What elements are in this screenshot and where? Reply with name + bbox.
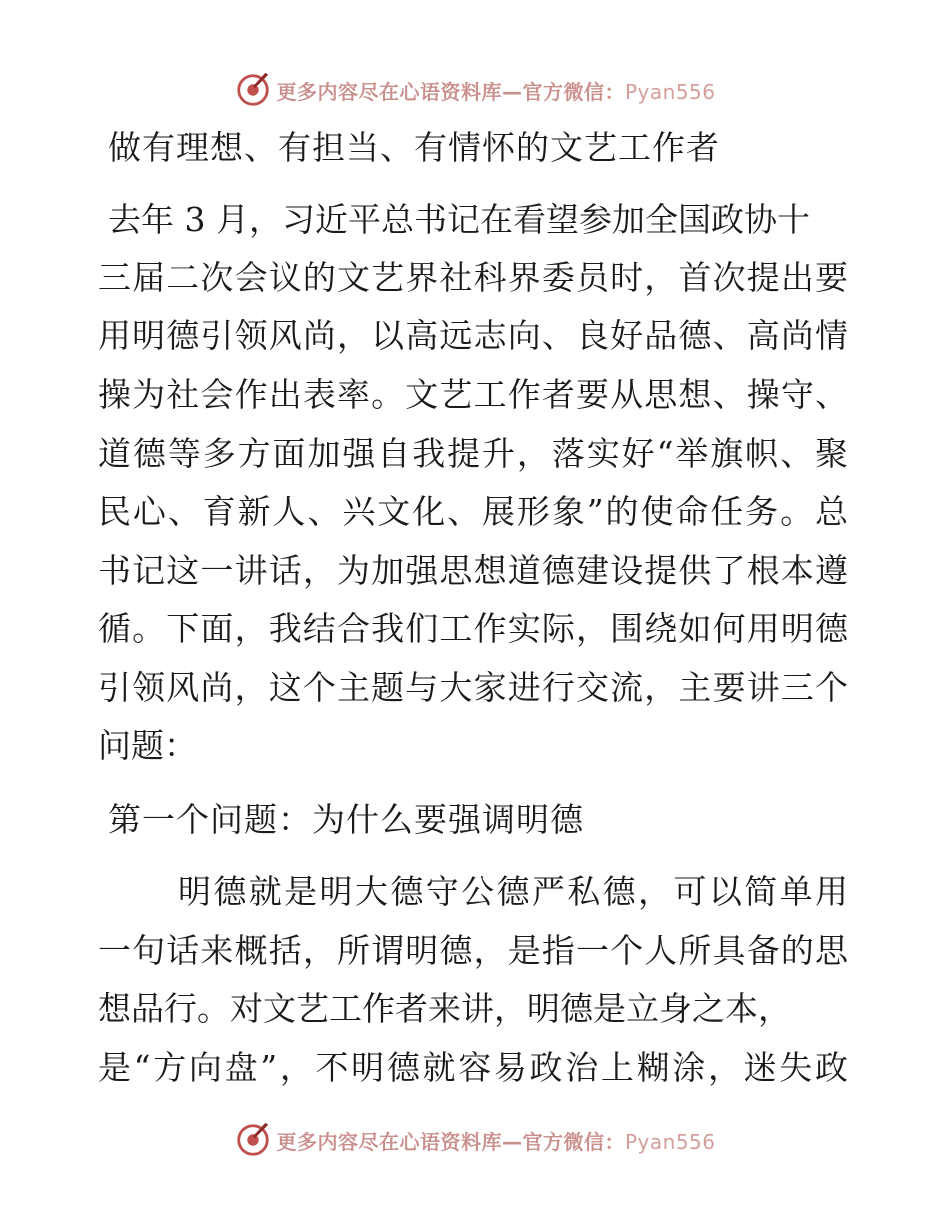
section-heading: 第一个问题：为什么要强调明德 <box>108 800 584 839</box>
paragraph-line: 一句话来概括，所谓明德，是指一个人所具备的思 <box>98 931 848 970</box>
watermark-header <box>0 70 950 110</box>
paragraph-line: 明德就是明大德守公德严私德，可以简单用 <box>178 872 848 911</box>
document-title: 做有理想、有担当、有情怀的文艺工作者 <box>108 128 720 167</box>
paragraph-line: 用明德引领风尚，以高远志向、良好品德、高尚情 <box>98 316 848 355</box>
watermark-brand: 更多内容尽在心语资料库—官方微信： <box>276 79 625 104</box>
watermark-account: Pyan556 <box>624 1129 716 1154</box>
paragraph-line: 引领风尚，这个主题与大家进行交流，主要讲三个 <box>98 668 848 707</box>
paragraph-line: 书记这一讲话，为加强思想道德建设提供了根本遵 <box>98 551 848 590</box>
paragraph-line: 问题： <box>98 726 197 765</box>
watermark-footer <box>0 1120 950 1160</box>
watermark-brand: 更多内容尽在心语资料库—官方微信： <box>276 1129 625 1154</box>
paragraph-line: 民心、育新人、兴文化、展形象”的使命任务。总 <box>98 492 848 531</box>
paragraph-line: 想品行。对文艺工作者来讲，明德是立身之本， <box>98 989 791 1028</box>
brand-logo-icon <box>234 71 272 109</box>
paragraph-line: 去年 3 月，习近平总书记在看望参加全国政协十 <box>108 200 810 239</box>
watermark-account: Pyan556 <box>624 79 716 104</box>
paragraph-line: 道德等多方面加强自我提升，落实好“举旗帜、聚 <box>98 434 848 473</box>
watermark-text <box>276 76 715 105</box>
paragraph-line: 是“方向盘”，不明德就容易政治上糊涂，迷失政 <box>98 1048 848 1087</box>
watermark-text <box>276 1126 715 1155</box>
brand-logo-icon <box>234 1121 272 1159</box>
paragraph-line: 三届二次会议的文艺界社科界委员时，首次提出要 <box>98 258 848 297</box>
paragraph-line: 循。下面，我结合我们工作实际，围绕如何用明德 <box>98 609 848 648</box>
paragraph-line: 操为社会作出表率。文艺工作者要从思想、操守、 <box>98 375 848 414</box>
